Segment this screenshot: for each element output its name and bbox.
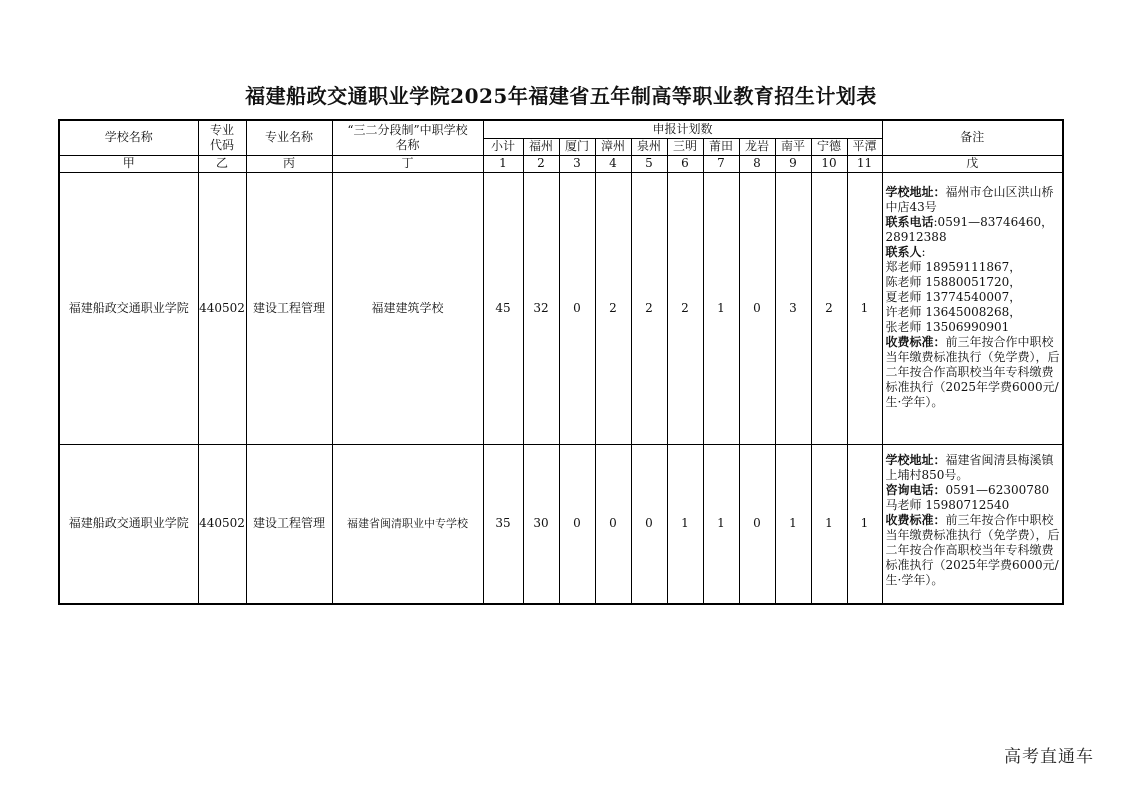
remark-line [886, 335, 1061, 410]
header-school-name: 学校名称 [59, 120, 198, 155]
remark-text: : [921, 244, 926, 259]
column-code: 2 [523, 155, 559, 172]
plan-value-cell: 1 [667, 444, 703, 604]
header-partner-school: “三二分段制”中职学校名称 [332, 120, 483, 155]
partner-school-cell: 福建省闽清职业中专学校 [332, 444, 483, 604]
header-region: 平潭 [847, 138, 882, 155]
remark-text: 福建省闽清县梅溪镇上埔村850号。 [885, 452, 1054, 482]
column-code-row [59, 155, 1063, 172]
column-code: 戊 [882, 155, 1063, 172]
remark-text: 前三年按合作中职校当年缴费标准执行（免学费），后二年按合作高职校当年专科缴费标准执行（2025年学费6000元/生·学年）。 [885, 512, 1060, 587]
remark-line [886, 185, 1061, 215]
major-code-cell: 440502 [198, 172, 246, 444]
remark-line [886, 290, 1061, 305]
plan-value-cell: 2 [595, 172, 631, 444]
school-name-cell: 福建船政交通职业学院 [59, 444, 198, 604]
plan-value-cell: 0 [739, 172, 775, 444]
table-row [59, 444, 1063, 604]
header-plan-group: 申报计划数 [483, 120, 882, 138]
remark-text: 许老师 13645008268， [885, 304, 1022, 319]
header-region: 漳州 [595, 138, 631, 155]
remark-label: 咨询电话： [885, 482, 946, 497]
plan-value-cell: 1 [811, 444, 847, 604]
plan-value-cell: 30 [523, 444, 559, 604]
header-region: 龙岩 [739, 138, 775, 155]
remark-line [886, 305, 1061, 320]
remark-line [886, 498, 1061, 513]
plan-value-cell: 1 [847, 444, 882, 604]
header-major-code-text: 专业 代码 [209, 122, 234, 152]
header-region: 厦门 [559, 138, 595, 155]
header-major-code [198, 120, 246, 155]
remark-line [886, 453, 1061, 483]
table-body [59, 172, 1063, 604]
enrollment-plan-table [58, 119, 1064, 605]
remark-text: 0591—62300780 [945, 482, 1050, 497]
remark-cell [882, 444, 1063, 604]
remark-label: 收费标准： [885, 334, 946, 349]
remark-line [886, 513, 1061, 588]
header-region: 南平 [775, 138, 811, 155]
major-name-cell: 建设工程管理 [246, 172, 332, 444]
plan-value-cell: 1 [703, 172, 739, 444]
table-row [59, 172, 1063, 444]
column-code: 甲 [59, 155, 198, 172]
major-name-cell: 建设工程管理 [246, 444, 332, 604]
plan-value-cell: 45 [483, 172, 523, 444]
page-title: 福建船政交通职业学院2025年福建省五年制高等职业教育招生计划表 [245, 84, 877, 108]
column-code: 乙 [198, 155, 246, 172]
remark-line [886, 320, 1061, 335]
column-code: 10 [811, 155, 847, 172]
remark-line [886, 275, 1061, 290]
remark-line [886, 260, 1061, 275]
column-code: 3 [559, 155, 595, 172]
column-code: 9 [775, 155, 811, 172]
plan-value-cell: 0 [559, 444, 595, 604]
plan-value-cell: 2 [667, 172, 703, 444]
plan-value-cell: 0 [739, 444, 775, 604]
remark-label: 学校地址： [885, 184, 946, 199]
remark-text: 张老师 13506990901 [885, 319, 1010, 334]
column-code: 1 [483, 155, 523, 172]
plan-value-cell: 1 [847, 172, 882, 444]
plan-value-cell: 2 [811, 172, 847, 444]
remark-label: 收费标准： [885, 512, 946, 527]
header-region: 小计 [483, 138, 523, 155]
remark-text: 郑老师 18959111867， [885, 259, 1022, 274]
header-region: 宁德 [811, 138, 847, 155]
remark-label: 联系电话 [885, 214, 934, 229]
major-code-cell: 440502 [198, 444, 246, 604]
column-code: 5 [631, 155, 667, 172]
remark-line [886, 483, 1061, 498]
header-region: 莆田 [703, 138, 739, 155]
remark-text: 夏老师 13774540007， [885, 289, 1022, 304]
column-code: 4 [595, 155, 631, 172]
remark-cell [882, 172, 1063, 444]
column-code: 8 [739, 155, 775, 172]
plan-value-cell: 3 [775, 172, 811, 444]
remark-text: :0591—83746460，28912388 [885, 214, 1054, 244]
plan-value-cell: 32 [523, 172, 559, 444]
remark-label: 联系人 [885, 244, 922, 259]
plan-value-cell: 2 [631, 172, 667, 444]
remark-text: 前三年按合作中职校当年缴费标准执行（免学费），后二年按合作高职校当年专科缴费标准执行（2025年学费6000元/生·学年）。 [885, 334, 1060, 409]
remark-text: 马老师 15980712540 [885, 497, 1010, 512]
watermark: 高考直通车 [1004, 747, 1094, 767]
school-name-cell: 福建船政交通职业学院 [59, 172, 198, 444]
plan-value-cell: 0 [631, 444, 667, 604]
column-code: 6 [667, 155, 703, 172]
remark-line [886, 215, 1061, 245]
remark-text: 福州市仓山区洪山桥中店43号 [885, 184, 1054, 214]
partner-school-cell: 福建建筑学校 [332, 172, 483, 444]
column-code: 11 [847, 155, 882, 172]
plan-value-cell: 35 [483, 444, 523, 604]
header-region: 福州 [523, 138, 559, 155]
column-code: 丙 [246, 155, 332, 172]
plan-value-cell: 0 [559, 172, 595, 444]
remark-label: 学校地址： [885, 452, 946, 467]
header-region: 三明 [667, 138, 703, 155]
column-code: 丁 [332, 155, 483, 172]
plan-value-cell: 1 [775, 444, 811, 604]
plan-value-cell: 0 [595, 444, 631, 604]
header-remark: 备注 [882, 120, 1063, 155]
header-major-name: 专业名称 [246, 120, 332, 155]
remark-line [886, 245, 1061, 260]
column-code: 7 [703, 155, 739, 172]
header-region: 泉州 [631, 138, 667, 155]
remark-text: 陈老师 15880051720， [885, 274, 1022, 289]
plan-value-cell: 1 [703, 444, 739, 604]
